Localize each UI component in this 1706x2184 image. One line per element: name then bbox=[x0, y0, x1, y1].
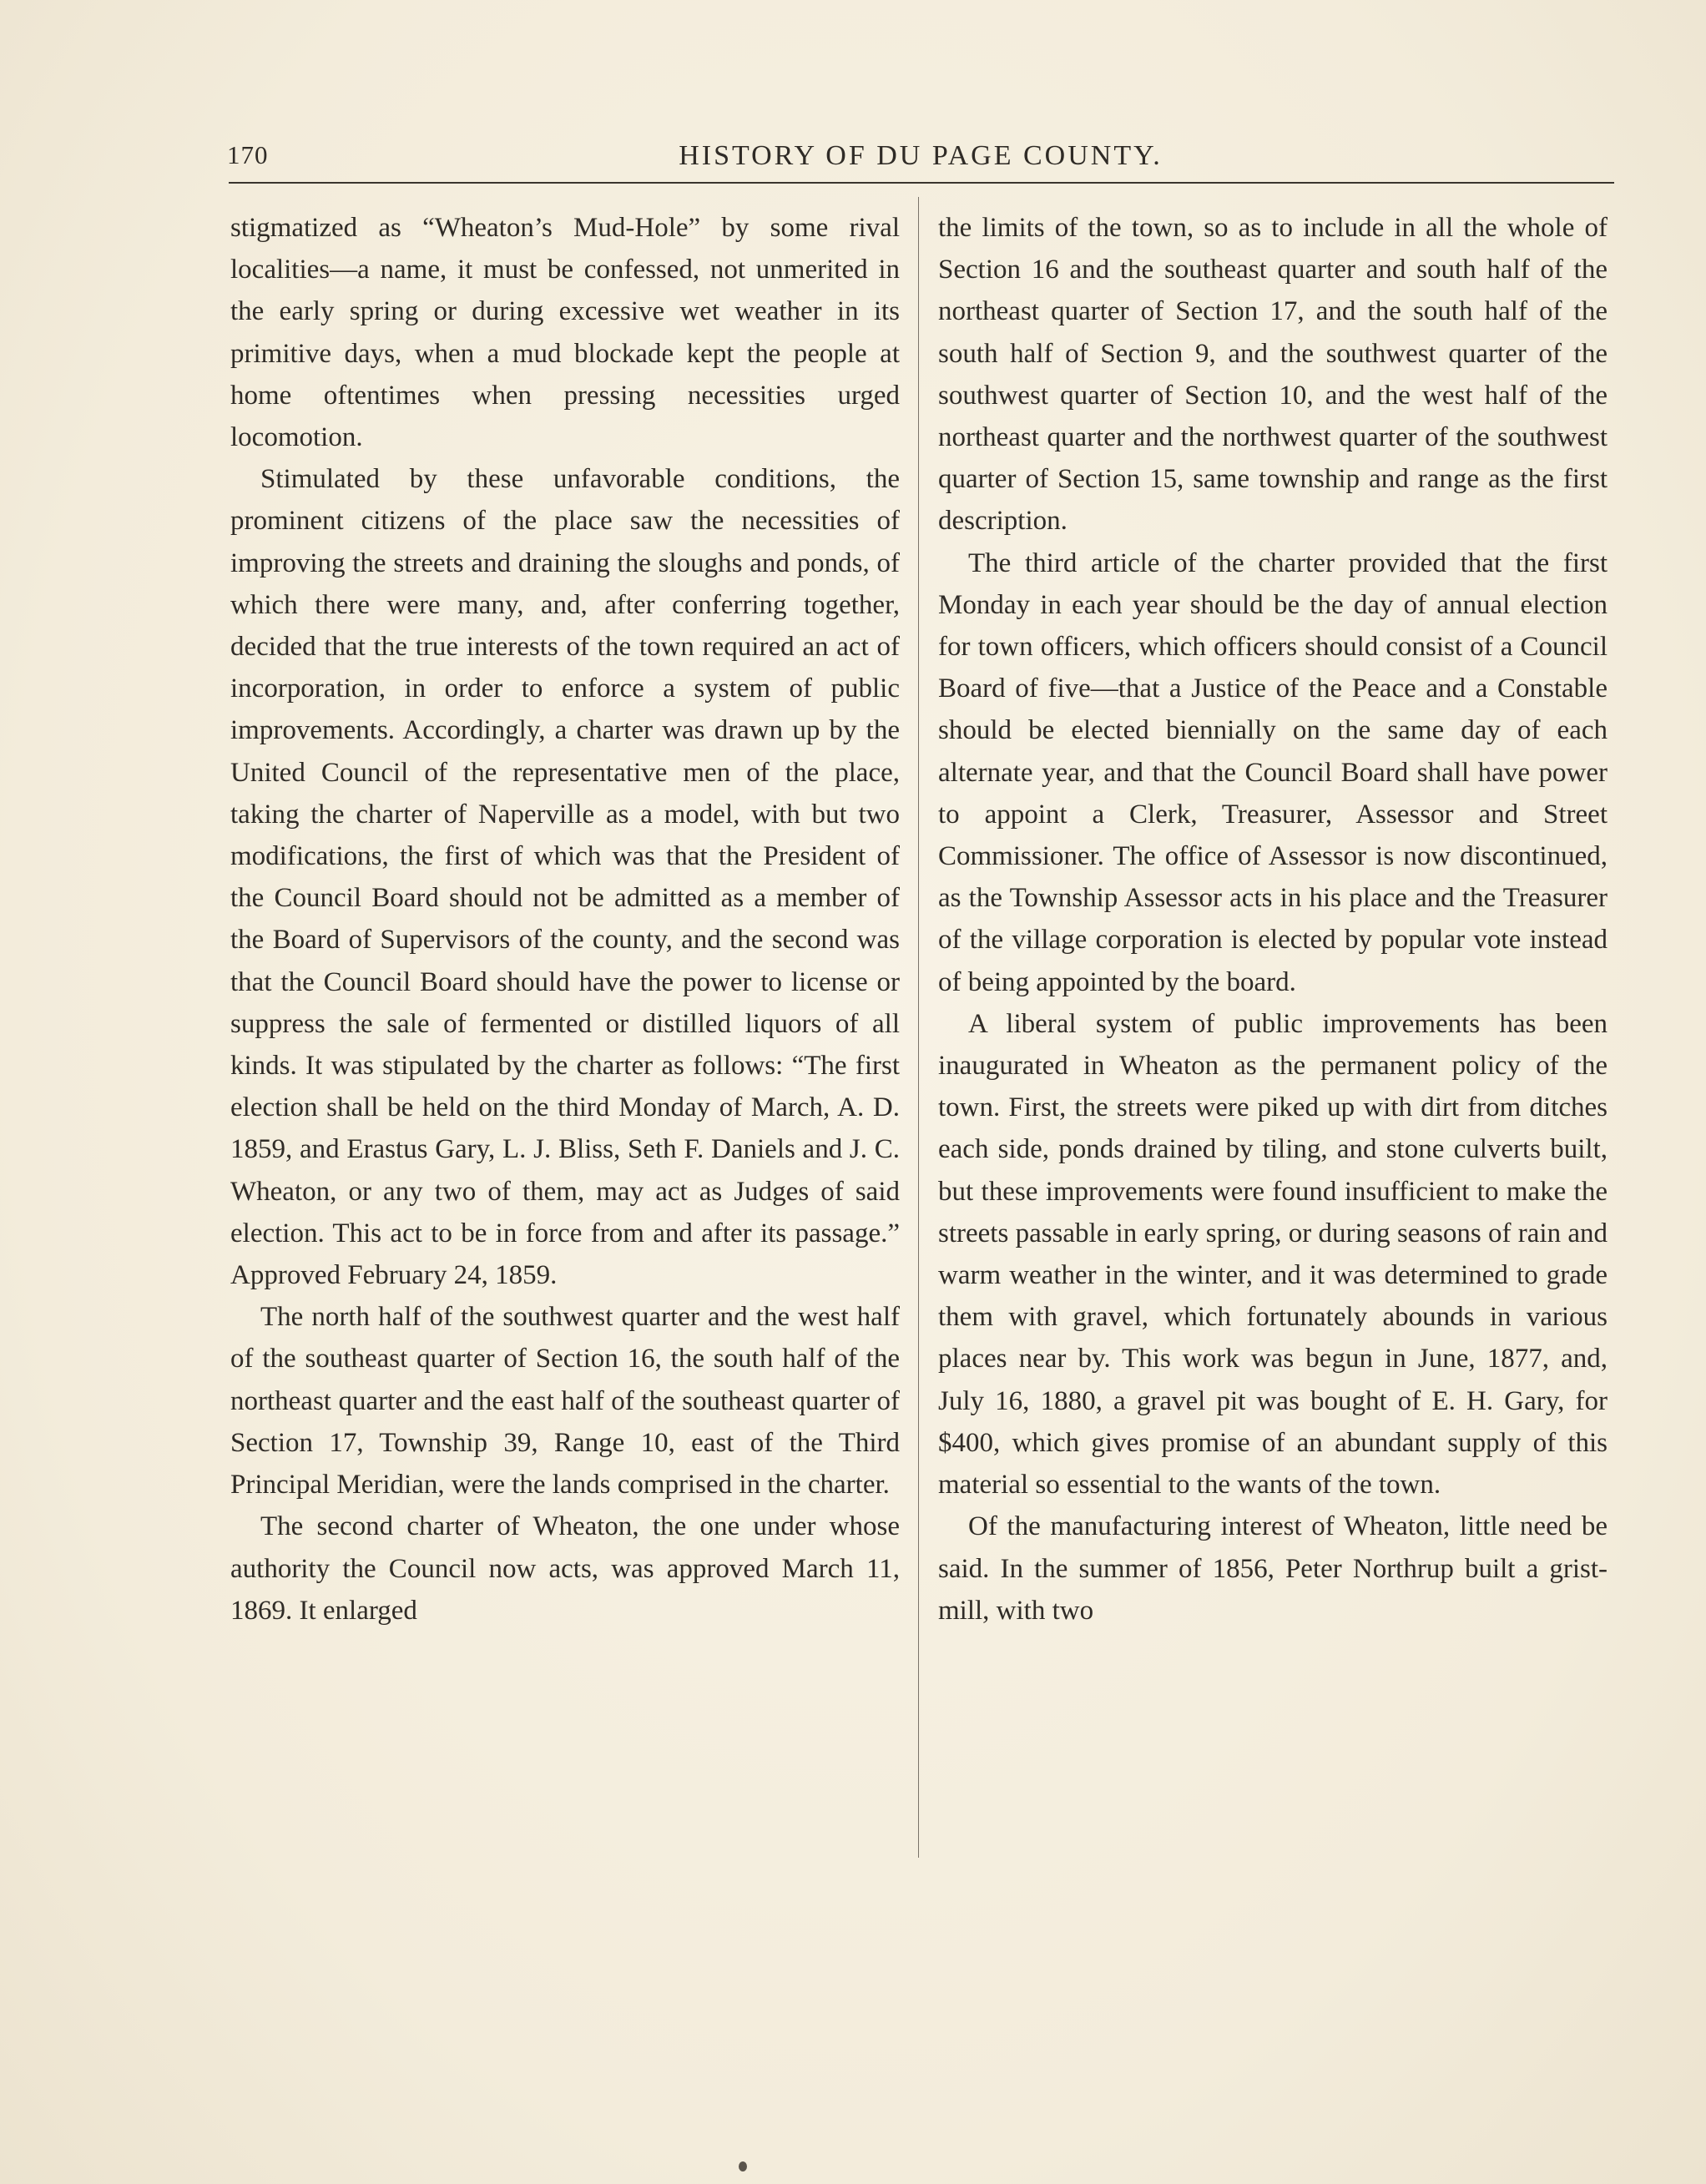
paragraph: A liberal system of public improvements has been inaugurated in Wheaton as the permanent policy of the town. First, the streets were piked up with dirt from ditches each side, ponds drained by tiling, and stone culverts built, but these improvements were found insufficient to make the streets passable in early spring, or during seasons of rain and warm weather in the winter, and it was determined to grade them with gravel, which fortunately abounds in various places near by. This work was begun in June, 1877, and, July 16, 1880, a gravel pit was bought of E. H. Gary, for $400, which gives promise of an abundant supply of this material so essential to the wants of the town. bbox=[938, 1008, 1608, 1501]
running-title: HISTORY OF DU PAGE COUNTY. bbox=[679, 140, 1163, 171]
running-head bbox=[227, 140, 1614, 182]
header-rule bbox=[229, 182, 1614, 184]
paragraph: stigmatized as “Wheaton’s Mud-Hole” by some rival localities—a name, it must be confessed, not unmerited in the early spring or during excessive wet weather in its primitive days, when a mud blockade kept the people at home oftentimes when pressing necessities urged locomotion. bbox=[230, 213, 900, 453]
page-number: 170 bbox=[227, 140, 269, 169]
column-divider bbox=[918, 197, 919, 1858]
left-column bbox=[230, 207, 900, 1632]
paragraph: Stimulated by these unfavorable conditions, the prominent citizens of the place saw the necessities of improving the streets and draining the sloughs and ponds, of which there were many, and, after conferring together, decided that the true interests of the town required an act of incorporation, in order to enforce a system of public improvements. Accordingly, a charter was drawn up by the United Council of the representative men of the place, taking the charter of Naperville as a model, with but two modifications, the first of which was that the President of the Council Board should not be admitted as a member of the Board of Supervisors of the county, and the second was that the Council Board should have the power to license or suppress the sale of fermented or distilled liquors of all kinds. It was stipulated by the charter as follows: “The first election shall be held on the third Monday of March, A. D. 1859, and Erastus Gary, L. J. Bliss, Seth F. Daniels and J. C. Wheaton, or any two of them, may act as Judges of said election. This act to be in force from and after its passage.” Approved February 24, 1859. bbox=[230, 464, 900, 1291]
paragraph: Of the manufacturing interest of Wheaton, little need be said. In the summer of 1856, Peter Northrup built a grist-mill, with two bbox=[938, 1511, 1608, 1626]
paragraph: The north half of the southwest quarter and the west half of the southeast quarter of Section 16, the south half of the northeast quarter and the east half of the southeast quarter of Section 17, Township 39, Range 10, east of the Third Principal Meridian, were the lands comprised in the charter. bbox=[230, 1302, 900, 1501]
paragraph: the limits of the town, so as to include in all the whole of Section 16 and the southeast quarter and south half of the northeast quarter of Section 17, and the south half of the south half of Section 9, and the southwest quarter of the southwest quarter of Section 10, and the west half of the northeast quarter and the northwest quarter of the southwest quarter of Section 15, same township and range as the first description. bbox=[938, 213, 1608, 537]
ink-speck bbox=[739, 2161, 747, 2171]
right-column bbox=[938, 207, 1608, 1632]
paragraph: The third article of the charter provided that the first Monday in each year should be the day of annual election for town officers, which officers should consist of a Council Board of five—that a Justice of the Peace and a Constable should be elected biennially on the same day of each alternate year, and that the Council Board shall have power to appoint a Clerk, Treasurer, Assessor and Street Commissioner. The office of Assessor is now discontinued, as the Township Assessor acts in his place and the Treasurer of the village corporation is elected by popular vote instead of being appointed by the board. bbox=[938, 547, 1608, 997]
paragraph: The second charter of Wheaton, the one under whose authority the Council now acts, was approved March 11, 1869. It enlarged bbox=[230, 1511, 900, 1626]
